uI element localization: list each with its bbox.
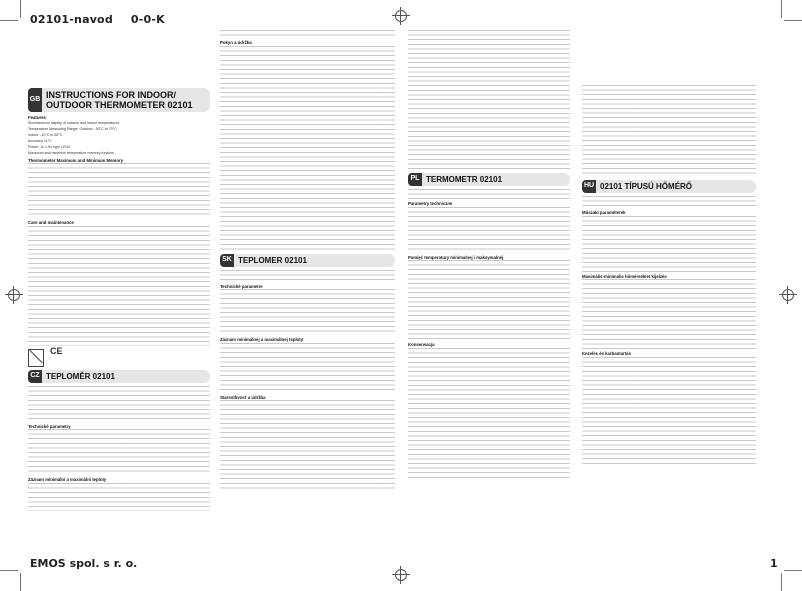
column-4 (582, 85, 756, 467)
language-badge: PL (408, 173, 422, 186)
memory-heading: Záznam minimální a maximální teploty (28, 477, 107, 483)
power-text: Power: 1x 1,5V type LR44 (28, 144, 70, 149)
body-text-block (220, 270, 395, 282)
body-text-block (220, 343, 395, 393)
section-title: TEPLOMER 02101 (234, 254, 395, 267)
body-text-block (28, 429, 210, 475)
registration-mark-icon (392, 7, 410, 25)
column-3 (408, 30, 570, 478)
body-text-block (408, 189, 570, 199)
language-badge: HU (582, 180, 596, 193)
params-heading: Technické parametry (28, 423, 71, 429)
body-text-block (28, 163, 210, 218)
crop-mark (784, 20, 802, 21)
care-heading: Konserwacja (408, 342, 435, 348)
accuracy-text: Accuracy ±1°C (28, 138, 52, 143)
document-code: 02101-navod (30, 13, 113, 26)
section-title: 02101 TÍPUSÚ HŐMÉRŐ (596, 180, 756, 193)
body-text-block (28, 483, 210, 511)
body-text-block (582, 85, 756, 177)
crop-mark (20, 573, 21, 591)
params-heading: Műszaki paraméterek (582, 210, 626, 215)
crop-mark (0, 20, 18, 21)
section-header-sk (220, 254, 395, 267)
column-1 (28, 85, 210, 511)
memory-heading: Thermometer Maximum and Minimum Memory (28, 157, 124, 163)
memory-heading: Maximális-minimális hőmérséklet kijelzés (582, 273, 667, 279)
params-heading: Technické parametre (220, 283, 263, 289)
care-heading: Kezelés és karbantartás (582, 351, 631, 357)
recycle-bin-icon (28, 349, 44, 367)
section-header-pl (408, 173, 570, 186)
body-text-block (220, 289, 395, 335)
language-badge: SK (220, 254, 234, 267)
body-text-block (582, 357, 756, 467)
crop-mark (781, 0, 782, 18)
care-heading: Care and maintenance (28, 220, 74, 226)
care-heading: Starostlivosť a údržba (220, 394, 266, 400)
body-text-block (408, 30, 570, 170)
language-badge: CZ (28, 370, 42, 383)
section-header-cz (28, 370, 210, 383)
crop-mark (0, 570, 18, 571)
section-title: INSTRUCTIONS FOR INDOOR/ OUTDOOR THERMOMETER 02101 (42, 88, 210, 112)
memory-heading: Pamięć temperatury minimalnej i maksymalnej (408, 254, 504, 260)
company-name: EMOS spol. s r. o. (30, 557, 138, 570)
column-2 (220, 30, 395, 490)
section-header-gb (28, 88, 210, 112)
page-number: 1 (770, 557, 778, 570)
body-text-block (582, 279, 756, 349)
body-text-block (408, 207, 570, 253)
print-marks: 0-0-K (130, 13, 165, 26)
section-title: TERMOMETR 02101 (422, 173, 570, 186)
body-text-block (220, 46, 395, 251)
body-text-block (220, 30, 395, 38)
range-text: Temperature Measuring Range: Outdoor: -50°C to 70°C (28, 126, 117, 131)
indoor-text: Indoor: -10°C to 50°C (28, 132, 63, 137)
page-header (30, 13, 179, 26)
body-text-block (582, 216, 756, 272)
body-text-block (220, 400, 395, 490)
section-title: TEPLOMĚR 02101 (42, 370, 210, 383)
registration-mark-icon (392, 566, 410, 584)
crop-mark (20, 0, 21, 18)
features-heading: Features (28, 115, 46, 120)
language-badge: GB (28, 88, 42, 112)
body-text-block (28, 386, 210, 422)
body-text-block (408, 260, 570, 340)
page-footer (30, 557, 778, 570)
memory-heading: Záznam minimálnej a maximálnej teploty (220, 337, 304, 343)
body-text-block (408, 348, 570, 478)
maxmin-text: Maximum and minimum temperature memory function. (28, 151, 116, 156)
care-heading: Pokyn a údržba (220, 40, 252, 45)
crop-mark (781, 573, 782, 591)
section-header-hu (582, 180, 756, 193)
ce-mark-icon: CE (50, 345, 63, 356)
features-text: Simultaneous display of outdoor and indoor temperatures (28, 120, 120, 125)
compliance-icons (28, 345, 210, 367)
crop-mark (784, 570, 802, 571)
registration-mark-icon (779, 286, 797, 304)
params-heading: Parametry techniczne (408, 201, 453, 206)
body-text-block (28, 226, 210, 346)
body-text-block (582, 196, 756, 208)
registration-mark-icon (5, 286, 23, 304)
